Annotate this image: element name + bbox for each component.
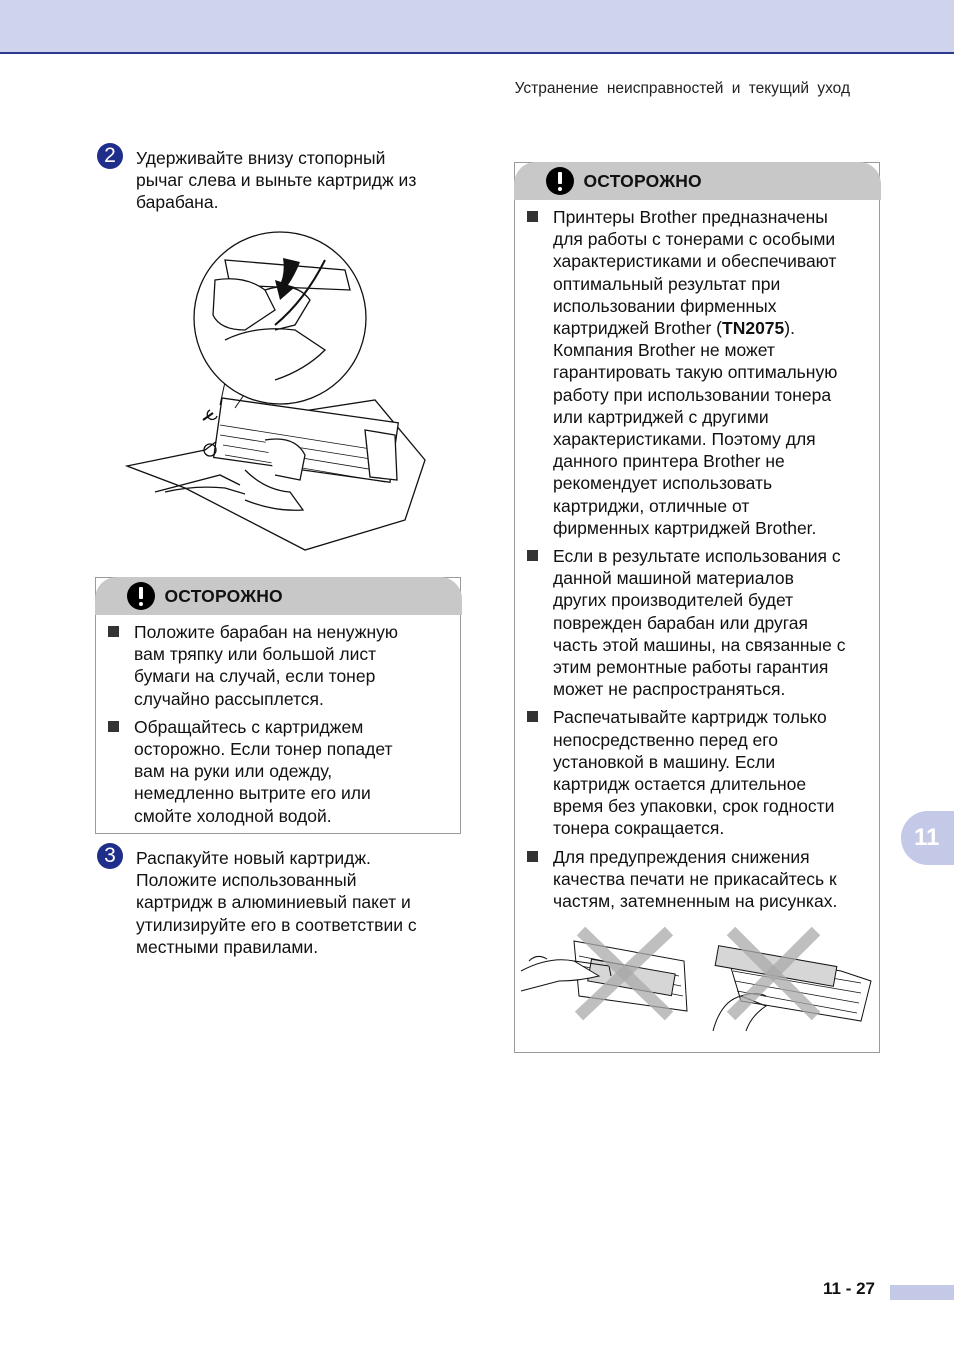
caution-title: ОСТОРОЖНО [164, 585, 283, 606]
text-line: картриджи, отличные от [553, 495, 750, 516]
text-line: установкой в машину. Если [553, 751, 776, 772]
text-line: случайно рассыплется. [134, 688, 324, 709]
text-line: часть этой машины, на связанные с [553, 634, 846, 655]
text-line: Принтеры Brother предназначены [553, 207, 828, 227]
text-line: немедленно вытрите его или [134, 783, 371, 804]
square-bullet-icon [108, 721, 119, 732]
page-number: 11 - 27 [823, 1279, 875, 1298]
text-line: Положите барабан на ненужную [134, 622, 398, 642]
text-line: барабана. [136, 192, 219, 213]
remove-cartridge-illustration [125, 230, 435, 555]
caution-header [95, 577, 462, 615]
text-line: картридж остается длительное [553, 774, 807, 795]
text-line: непосредственно перед его [553, 729, 778, 750]
text-line: поврежден барабан или другая [553, 612, 808, 633]
text-line: или картриджей с другими [553, 406, 769, 427]
text-line [553, 317, 875, 339]
text-line: смойте холодной водой. [134, 805, 332, 826]
step-3-number: 3 [97, 843, 123, 869]
text-line: рычаг слева и выньте картридж из [136, 170, 417, 191]
caution-list [108, 621, 453, 833]
text-line: оптимальный результат при [553, 273, 781, 294]
caution-list [527, 206, 875, 918]
text-line: может не распространяться. [553, 679, 786, 700]
text-line: осторожно. Если тонер попадет [134, 739, 393, 760]
square-bullet-icon [527, 550, 538, 561]
text-line: качества печати не прикасайтесь к [553, 868, 837, 889]
text-line: Обращайтесь с картриджем [134, 716, 364, 737]
text-line: картридж в алюминиевый пакет и [136, 892, 411, 913]
text-line: Распечатывайте картридж только [553, 707, 827, 728]
text-line: частям, затемненным на рисунках. [553, 891, 838, 912]
text-line: гарантировать такую оптимальную [553, 362, 838, 383]
text-line: рекомендует использовать [553, 473, 773, 494]
text-line: использовании фирменных [553, 295, 777, 316]
model-number: TN2075 [722, 318, 785, 339]
text-line: Если в результате использования с [553, 546, 841, 567]
list-item [527, 706, 875, 839]
caution-header [514, 162, 881, 200]
text-line: данной машиной материалов [553, 568, 794, 589]
text-fragment: картриджей Brother ( [553, 318, 723, 339]
list-item [108, 716, 453, 827]
caution-box-left [95, 577, 461, 834]
square-bullet-icon [527, 711, 538, 722]
text-line: местными правилами. [136, 936, 319, 957]
text-line: тонера сокращается. [553, 818, 725, 839]
text-line: утилизируйте его в соответствии с [136, 914, 417, 935]
square-bullet-icon [108, 626, 119, 637]
text-line: характеристиками и обеспечивают [553, 251, 837, 272]
list-item [527, 545, 875, 700]
caution-title: ОСТОРОЖНО [583, 170, 702, 191]
step-2-text [136, 147, 416, 214]
text-line: время без упаковки, срок годности [553, 796, 835, 817]
text-line: работу при использовании тонера [553, 384, 832, 405]
caution-box-right [514, 162, 880, 1053]
text-line: вам тряпку или большой лист [134, 644, 377, 665]
text-line: Положите использованный [136, 870, 357, 891]
square-bullet-icon [527, 851, 538, 862]
text-fragment: ). [784, 318, 795, 339]
step-3-text [136, 847, 417, 958]
footer-bar [890, 1285, 954, 1300]
text-line: этим ремонтные работы гарантия [553, 657, 829, 678]
exclamation-icon [546, 167, 574, 195]
text-line: для работы с тонерами с особыми [553, 229, 836, 250]
text-line: данного принтера Brother не [553, 451, 785, 472]
text-line: Для предупреждения снижения [553, 846, 810, 867]
text-line: вам на руки или одежду, [134, 761, 333, 782]
page-header-title: Устранение неисправностей и текущий уход [514, 80, 850, 97]
square-bullet-icon [527, 211, 538, 222]
list-item [527, 846, 875, 913]
text-line: бумаги на случай, если тонер [134, 666, 376, 687]
top-band [0, 0, 954, 54]
exclamation-icon [127, 582, 155, 610]
text-line: Удерживайте внизу стопорный [136, 148, 386, 168]
do-not-touch-cartridge-illustration [711, 921, 877, 1036]
list-item [527, 206, 875, 539]
text-line: фирменных картриджей Brother. [553, 517, 817, 538]
text-line: Компания Brother не может [553, 340, 775, 361]
text-line: характеристиками. Поэтому для [553, 429, 816, 450]
list-item [108, 621, 453, 710]
chapter-tab[interactable]: 11 [901, 811, 954, 865]
text-line: Распакуйте новый картридж. [136, 848, 371, 868]
text-line: других производителей будет [553, 590, 794, 611]
do-not-touch-drum-illustration [519, 921, 689, 1036]
step-2-number: 2 [97, 143, 123, 169]
